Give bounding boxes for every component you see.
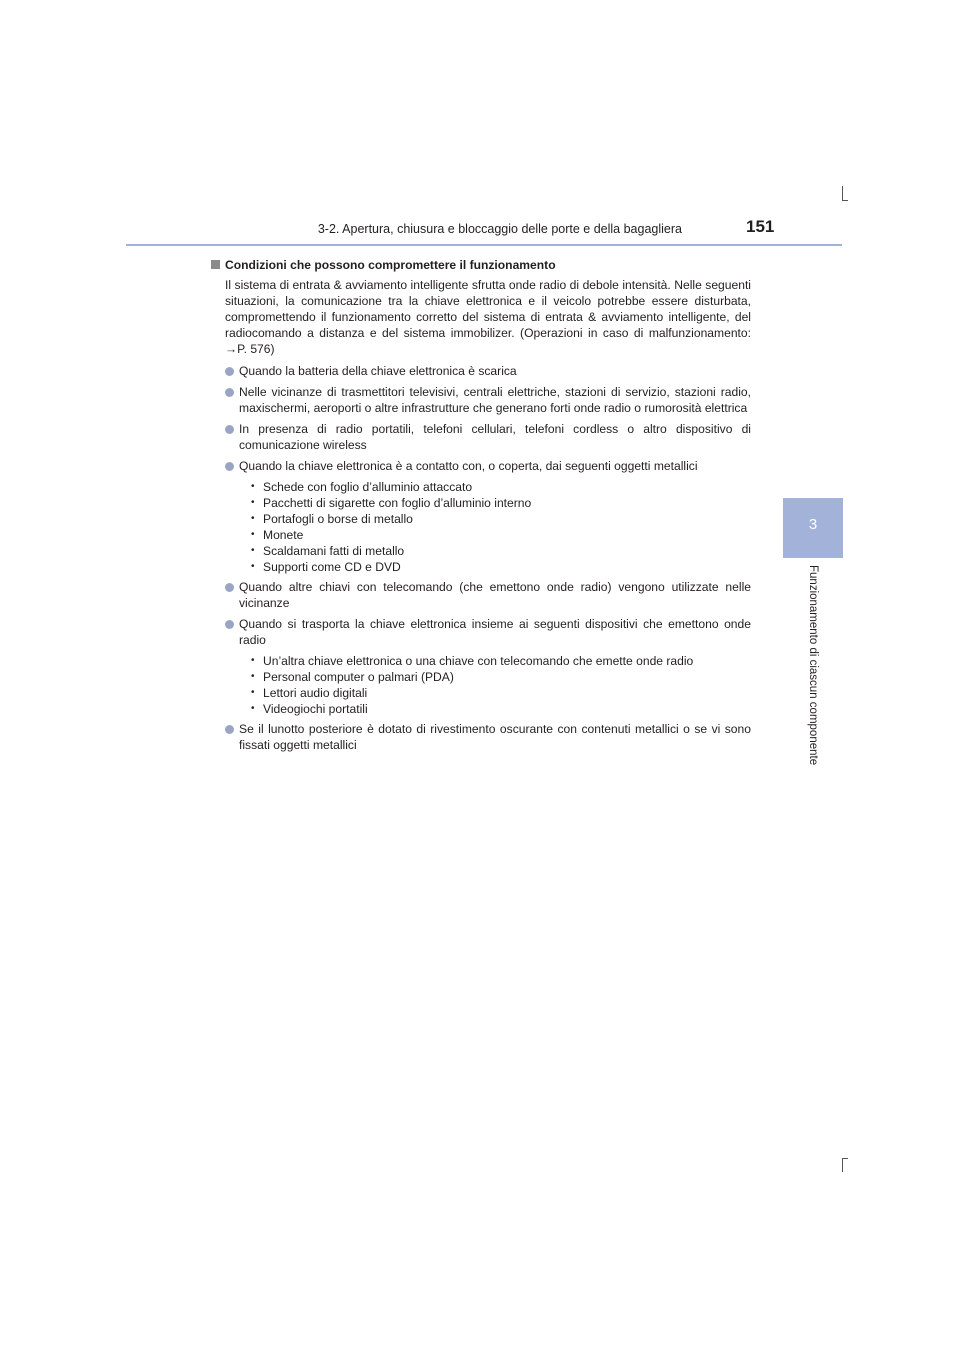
round-bullet-icon	[225, 388, 234, 397]
round-bullet-icon	[225, 583, 234, 592]
page-number: 151	[746, 217, 775, 236]
crop-mark-bottom	[842, 1158, 848, 1159]
list-item: Quando si trasporta la chiave elettronica insieme ai seguenti dispositivi che emettono onde radio	[211, 616, 751, 648]
sub-list-item: • Scaldamani fatti di metallo	[251, 543, 751, 559]
chapter-title: Funzionamento di ciascun componente	[807, 565, 819, 766]
sub-list-item: • Supporti come CD e DVD	[251, 559, 751, 575]
sub-list-item: • Monete	[251, 527, 751, 543]
sub-list-item: • Personal computer o palmari (PDA)	[251, 669, 751, 685]
sub-list-item: • Lettori audio digitali	[251, 685, 751, 701]
round-bullet-icon	[225, 620, 234, 629]
sub-list-item: • Un’altra chiave elettronica o una chiave con telecomando che emette onde radio	[251, 653, 751, 669]
round-bullet-icon	[225, 462, 234, 471]
chapter-number: 3	[808, 516, 818, 533]
crop-mark-top	[842, 186, 843, 200]
list-item: Quando la batteria della chiave elettronica è scarica	[211, 363, 751, 379]
crop-mark-top	[842, 200, 848, 201]
main-content	[211, 257, 751, 758]
square-bullet-icon	[211, 260, 220, 269]
crop-mark-bottom	[842, 1158, 843, 1172]
list-item: In presenza di radio portatili, telefoni cellulari, telefoni cordless o altro dispositivo di comunicazione wireless	[211, 421, 751, 453]
section-heading	[211, 257, 751, 273]
sub-list-item: • Videogiochi portatili	[251, 701, 751, 717]
metal-objects-list	[211, 479, 751, 575]
round-bullet-icon	[225, 725, 234, 734]
list-item: Quando altre chiavi con telecomando (che emettono onde radio) vengono utilizzate nelle vicinanze	[211, 579, 751, 611]
list-item: Se il lunotto posteriore è dotato di rivestimento oscurante con contenuti metallici o se vi sono fissati oggetti metallici	[211, 721, 751, 753]
sub-list-item: • Portafogli o borse di metallo	[251, 511, 751, 527]
section-heading-text: Condizioni che possono compromettere il funzionamento	[225, 258, 556, 272]
sub-list-item: • Pacchetti di sigarette con foglio d’alluminio interno	[251, 495, 751, 511]
list-item: Nelle vicinanze di trasmettitori televisivi, centrali elettriche, stazioni di servizio, stazioni radio, maxischermi, aeroporti o altre infrastrutture che generano forti onde radio o rumorosità elettrica	[211, 384, 751, 416]
section-title: 3-2. Apertura, chiusura e bloccaggio delle porte e della bagagliera	[317, 222, 682, 236]
header-rule	[126, 244, 842, 246]
sub-list-item: • Schede con foglio d’alluminio attaccato	[251, 479, 751, 495]
radio-devices-list	[211, 653, 751, 717]
round-bullet-icon	[225, 425, 234, 434]
round-bullet-icon	[225, 367, 234, 376]
intro-paragraph: Il sistema di entrata & avviamento intelligente sfrutta onde radio di debole intensità. Nelle seguenti situazioni, la comunicazione tra la chiave elettronica e il veicolo potrebbe essere disturbata, compromettendo il funzionamento corretto del sistema di entrata & avviamento intelligente, del radiocomando a distanza e del sistema immobilizer. (Operazioni in caso di malfunzionamento: →P. 576)	[225, 278, 751, 356]
chapter-tab	[783, 498, 843, 558]
list-item: Quando la chiave elettronica è a contatto con, o coperta, dai seguenti oggetti metallici	[211, 458, 751, 474]
